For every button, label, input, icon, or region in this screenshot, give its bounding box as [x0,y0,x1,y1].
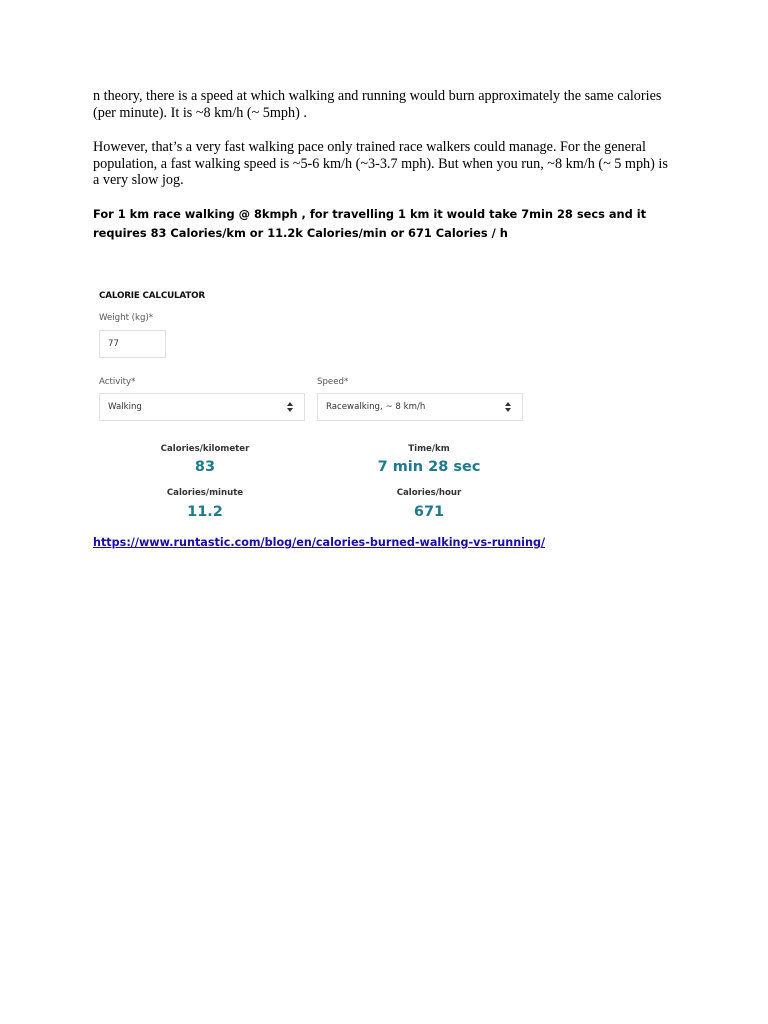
stat-label-calories-minute: Calories/minute [166,488,244,498]
select-arrows-icon [504,401,512,413]
stat-label-time-km: Time/km [408,444,450,454]
paragraph-intro: n theory, there is a speed at which walking and running would burn approximately the same calories (per minute). It is ~8 km/h (~ 5mph) . [93,88,662,121]
activity-value: Walking [108,402,142,412]
stat-label-calories-km: Calories/kilometer [160,444,250,454]
activity-select[interactable] [99,393,305,421]
calorie-calculator-screenshot [93,285,533,525]
weight-label: Weight (kg)* [99,313,154,323]
stat-value-calories-minute: 11.2 [187,504,223,520]
race-walking-note: For 1 km race walking @ 8kmph , for travelling 1 km it would take 7min 28 secs and it requires 83 Calories/km or 11.2k Calories/min or 671 Calories / h [93,207,647,240]
weight-input[interactable] [99,330,166,358]
stat-label-calories-hour: Calories/hour [396,488,462,498]
source-link[interactable]: https://www.runtastic.com/blog/en/calories-burned-walking-vs-running/ [93,536,546,549]
speed-select[interactable] [317,393,523,421]
select-arrows-icon [286,401,294,413]
paragraph-walking-pace: However, that’s a very fast walking pace only trained race walkers could manage. For the general population, a fast walking speed is ~5-6 km/h (~3-3.7 mph). But when you run, ~8 km/h (~ 5 mph) is a very slow jog. [93,139,668,188]
activity-label: Activity* [99,377,136,387]
stat-value-calories-hour: 671 [413,504,445,520]
speed-label: Speed* [317,377,349,387]
weight-value: 77 [108,339,119,349]
stat-value-calories-km: 83 [194,459,216,475]
calculator-title: CALORIE CALCULATOR [99,291,206,301]
stat-value-time-km: 7 min 28 sec [377,459,481,475]
speed-value: Racewalking, ~ 8 km/h [326,402,426,412]
